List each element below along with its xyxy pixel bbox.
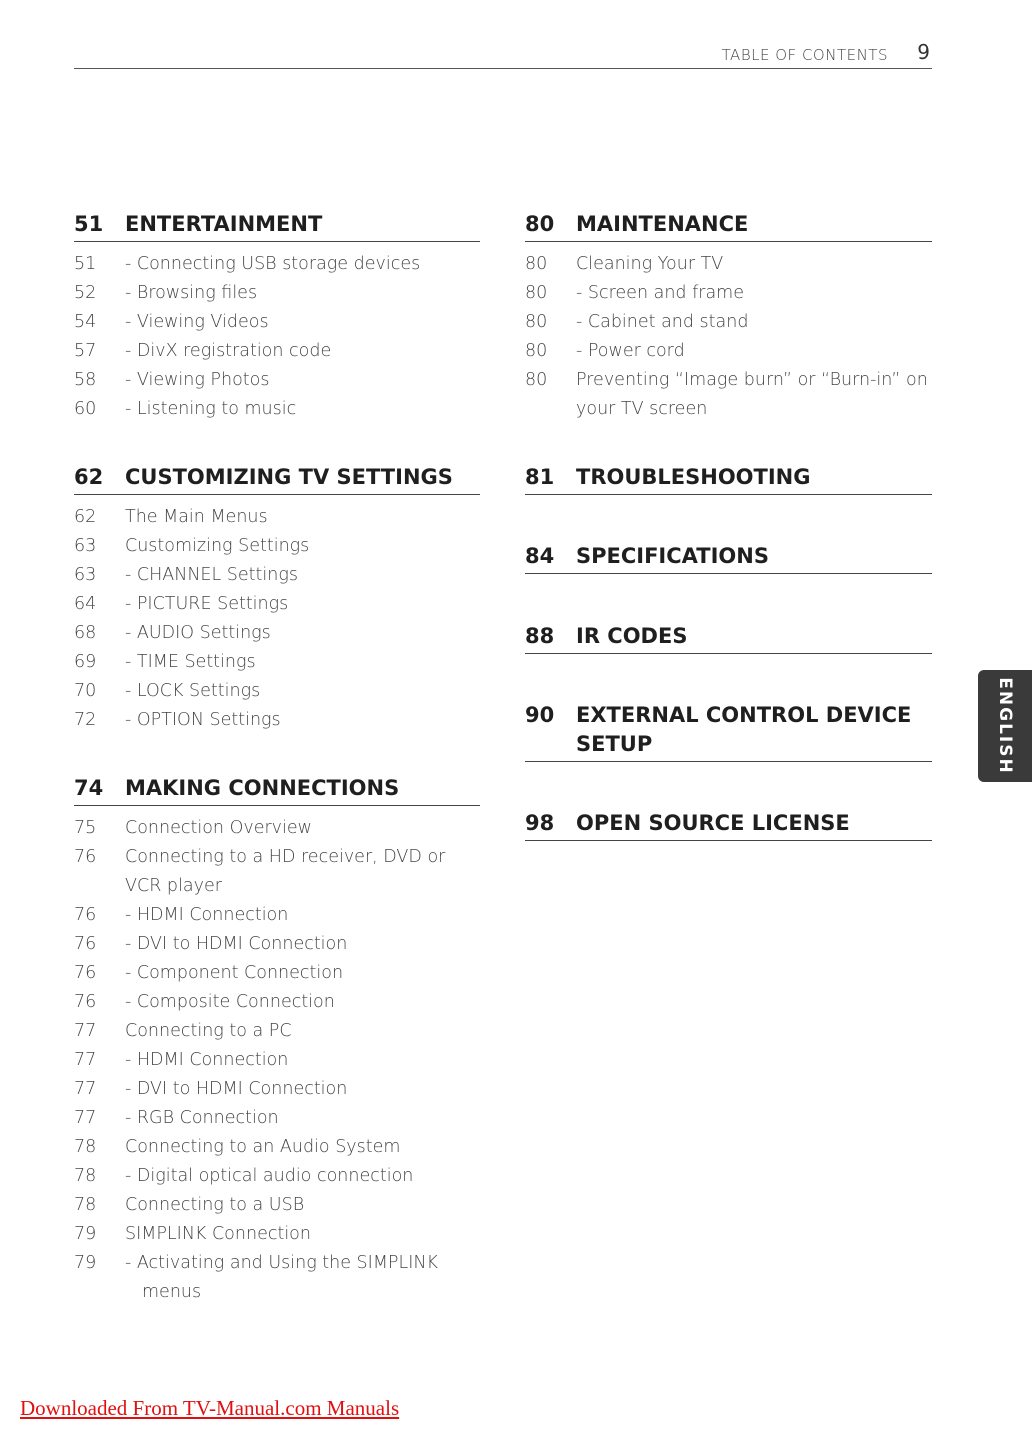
language-tab-label: ENGLISH xyxy=(995,677,1015,775)
entry-text: - HDMI Connection xyxy=(125,1050,289,1070)
toc-entry[interactable] xyxy=(74,1075,480,1104)
section-heading[interactable] xyxy=(74,774,480,806)
entry-text: The Main Menus xyxy=(125,507,268,527)
toc-entry[interactable] xyxy=(525,308,932,337)
entry-page-number: 77 xyxy=(74,1050,97,1070)
toc-entry[interactable] xyxy=(74,988,480,1017)
entry-page-number: 54 xyxy=(74,312,97,332)
entry-text: - DVI to HDMI Connection xyxy=(125,934,348,954)
page-number: 9 xyxy=(917,40,930,64)
toc-entry[interactable] xyxy=(74,930,480,959)
entry-page-number: 78 xyxy=(74,1137,97,1157)
toc-section xyxy=(525,463,932,495)
toc-entry[interactable] xyxy=(74,959,480,988)
entry-text: - Browsing files xyxy=(125,283,258,303)
entry-page-number: 76 xyxy=(74,992,97,1012)
entry-text: - Digital optical audio connection xyxy=(125,1166,414,1186)
toc-section xyxy=(525,809,932,841)
entry-text: - Activating and Using the SIMPLINK menus xyxy=(125,1253,438,1302)
entry-text: - Power cord xyxy=(576,341,685,361)
section-page-number: 88 xyxy=(525,624,555,648)
toc-entry[interactable] xyxy=(74,648,480,677)
entry-page-number: 78 xyxy=(74,1166,97,1186)
entry-page-number: 62 xyxy=(74,507,97,527)
toc-entry[interactable] xyxy=(74,1162,480,1191)
toc-section xyxy=(74,210,480,424)
toc-section xyxy=(525,701,932,762)
toc-entry[interactable] xyxy=(74,843,480,901)
toc-entry[interactable] xyxy=(74,279,480,308)
section-page-number: 80 xyxy=(525,212,555,236)
entry-list xyxy=(74,814,480,1307)
header-title: TABLE OF CONTENTS xyxy=(721,46,888,64)
entry-page-number: 72 xyxy=(74,710,97,730)
entry-page-number: 76 xyxy=(74,905,97,925)
entry-text: SIMPLINK Connection xyxy=(125,1224,311,1244)
toc-entry[interactable] xyxy=(74,706,480,735)
entry-text: - Component Connection xyxy=(125,963,344,983)
toc-entry[interactable] xyxy=(74,308,480,337)
entry-page-number: 80 xyxy=(525,312,548,332)
toc-entry[interactable] xyxy=(74,619,480,648)
entry-page-number: 79 xyxy=(74,1253,97,1273)
entry-page-number: 76 xyxy=(74,963,97,983)
entry-page-number: 70 xyxy=(74,681,97,701)
section-title: MAKING CONNECTIONS xyxy=(125,776,400,800)
entry-text: - Connecting USB storage devices xyxy=(125,254,421,274)
entry-text: - OPTION Settings xyxy=(125,710,281,730)
toc-entry[interactable] xyxy=(74,250,480,279)
toc-entry[interactable] xyxy=(74,561,480,590)
entry-page-number: 64 xyxy=(74,594,97,614)
toc-entry[interactable] xyxy=(74,1249,480,1307)
entry-page-number: 60 xyxy=(74,399,97,419)
toc-entry[interactable] xyxy=(74,814,480,843)
entry-text: - RGB Connection xyxy=(125,1108,279,1128)
entry-text: - DVI to HDMI Connection xyxy=(125,1079,348,1099)
entry-list xyxy=(74,250,480,424)
toc-entry[interactable] xyxy=(74,1133,480,1162)
entry-page-number: 77 xyxy=(74,1021,97,1041)
toc-entry[interactable] xyxy=(74,395,480,424)
toc-entry[interactable] xyxy=(74,901,480,930)
entry-list xyxy=(525,250,932,424)
entry-text: Connecting to a HD receiver, DVD or VCR player xyxy=(125,847,446,896)
section-title: IR CODES xyxy=(576,624,688,648)
language-tab xyxy=(978,670,1032,782)
entry-text: - Viewing Photos xyxy=(125,370,270,390)
entry-text: - HDMI Connection xyxy=(125,905,289,925)
entry-text: Preventing “Image burn” or “Burn-in” on your TV screen xyxy=(576,370,928,419)
section-page-number: 90 xyxy=(525,703,555,727)
entry-list xyxy=(74,503,480,735)
entry-page-number: 77 xyxy=(74,1079,97,1099)
section-heading[interactable] xyxy=(525,542,932,574)
entry-page-number: 69 xyxy=(74,652,97,672)
entry-text: Connecting to a USB xyxy=(125,1195,305,1215)
toc-entry[interactable] xyxy=(525,250,932,279)
section-heading[interactable] xyxy=(74,463,480,495)
toc-entry[interactable] xyxy=(74,1191,480,1220)
section-heading[interactable] xyxy=(74,210,480,242)
entry-page-number: 63 xyxy=(74,536,97,556)
section-title: EXTERNAL CONTROL DEVICE SETUP xyxy=(576,703,912,756)
section-page-number: 62 xyxy=(74,465,104,489)
entry-page-number: 80 xyxy=(525,370,548,390)
entry-text: - Listening to music xyxy=(125,399,297,419)
section-title: SPECIFICATIONS xyxy=(576,544,769,568)
entry-text: Connecting to an Audio System xyxy=(125,1137,401,1157)
entry-text: - Viewing Videos xyxy=(125,312,269,332)
page-header xyxy=(74,40,932,69)
section-title: OPEN SOURCE LICENSE xyxy=(576,811,850,835)
entry-text: Cleaning Your TV xyxy=(576,254,724,274)
section-heading[interactable] xyxy=(525,701,932,762)
toc-entry[interactable] xyxy=(74,590,480,619)
toc-entry[interactable] xyxy=(525,337,932,366)
toc-entry[interactable] xyxy=(525,366,932,424)
entry-page-number: 51 xyxy=(74,254,97,274)
toc-entry[interactable] xyxy=(74,532,480,561)
section-heading[interactable] xyxy=(525,463,932,495)
toc-section xyxy=(525,542,932,574)
entry-page-number: 80 xyxy=(525,254,548,274)
entry-page-number: 80 xyxy=(525,341,548,361)
entry-text: Customizing Settings xyxy=(125,536,310,556)
entry-page-number: 75 xyxy=(74,818,97,838)
entry-text: - CHANNEL Settings xyxy=(125,565,298,585)
section-title: ENTERTAINMENT xyxy=(125,212,323,236)
section-heading[interactable] xyxy=(525,809,932,841)
toc-entry[interactable] xyxy=(74,366,480,395)
entry-text: - LOCK Settings xyxy=(125,681,261,701)
entry-page-number: 78 xyxy=(74,1195,97,1215)
toc-section xyxy=(525,210,932,424)
toc-entry[interactable] xyxy=(74,337,480,366)
entry-page-number: 58 xyxy=(74,370,97,390)
section-page-number: 84 xyxy=(525,544,555,568)
entry-text: Connecting to a PC xyxy=(125,1021,292,1041)
section-heading[interactable] xyxy=(525,622,932,654)
download-link[interactable]: Downloaded From TV-Manual.com Manuals xyxy=(20,1396,400,1420)
entry-text: Connection Overview xyxy=(125,818,312,838)
entry-text: - Cabinet and stand xyxy=(576,312,749,332)
entry-text: - Screen and frame xyxy=(576,283,744,303)
entry-page-number: 57 xyxy=(74,341,97,361)
entry-text: - AUDIO Settings xyxy=(125,623,271,643)
toc-entry[interactable] xyxy=(74,1104,480,1133)
toc-entry[interactable] xyxy=(74,503,480,532)
toc-entry[interactable] xyxy=(525,279,932,308)
entry-text: - PICTURE Settings xyxy=(125,594,289,614)
entry-page-number: 79 xyxy=(74,1224,97,1244)
entry-page-number: 63 xyxy=(74,565,97,585)
section-page-number: 51 xyxy=(74,212,104,236)
toc-section xyxy=(74,774,480,1307)
entry-page-number: 77 xyxy=(74,1108,97,1128)
toc-section xyxy=(525,622,932,654)
entry-text: - TIME Settings xyxy=(125,652,256,672)
section-title: MAINTENANCE xyxy=(576,212,749,236)
toc-entry[interactable] xyxy=(74,1220,480,1249)
toc-entry[interactable] xyxy=(74,677,480,706)
entry-page-number: 76 xyxy=(74,847,97,867)
entry-page-number: 80 xyxy=(525,283,548,303)
toc-entry[interactable] xyxy=(74,1017,480,1046)
section-page-number: 98 xyxy=(525,811,555,835)
toc-section xyxy=(74,463,480,735)
section-page-number: 74 xyxy=(74,776,104,800)
entry-text: - Composite Connection xyxy=(125,992,335,1012)
entry-page-number: 68 xyxy=(74,623,97,643)
section-title: CUSTOMIZING TV SETTINGS xyxy=(125,465,453,489)
entry-text: - DivX registration code xyxy=(125,341,332,361)
section-heading[interactable] xyxy=(525,210,932,242)
entry-page-number: 52 xyxy=(74,283,97,303)
toc-entry[interactable] xyxy=(74,1046,480,1075)
section-page-number: 81 xyxy=(525,465,555,489)
entry-page-number: 76 xyxy=(74,934,97,954)
section-title: TROUBLESHOOTING xyxy=(576,465,811,489)
